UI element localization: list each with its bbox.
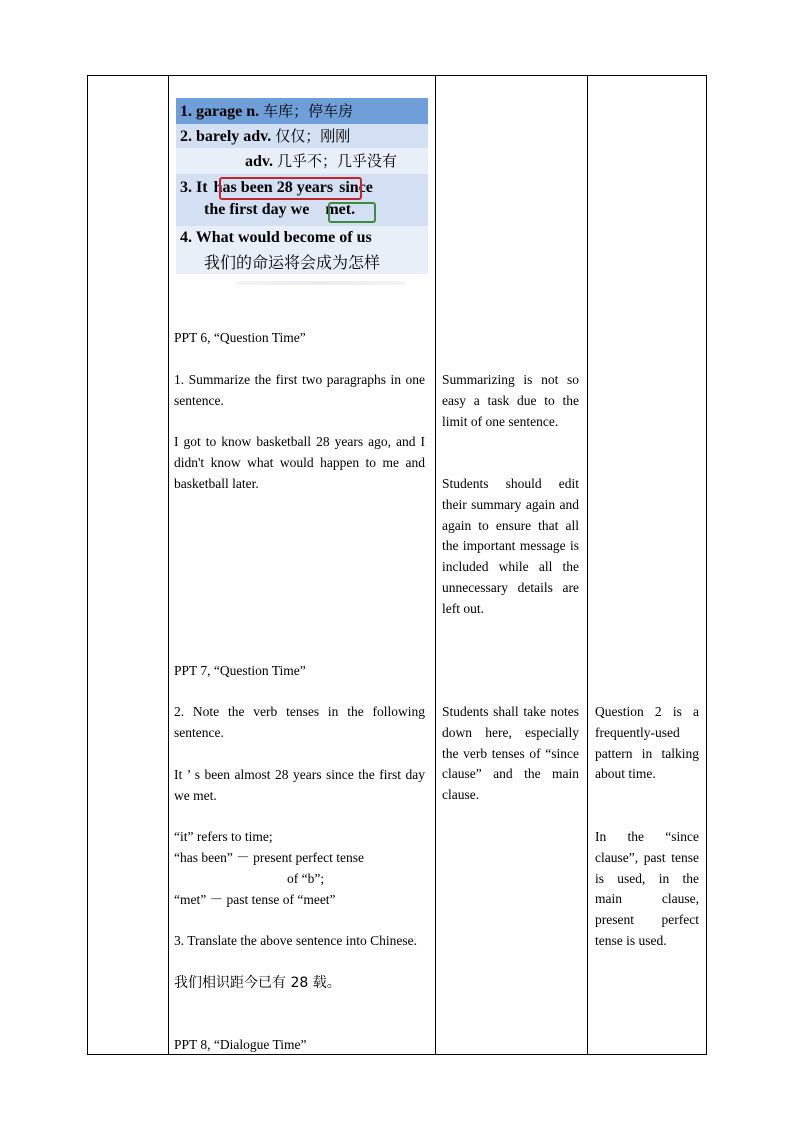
vocab-item-become: 4. What would become of us 我们的命运将会成为怎样 xyxy=(176,226,428,274)
question-3: 3. Translate the above sentence into Chinese. xyxy=(174,933,417,948)
answer-3: 我们相识距今已有 28 载。 xyxy=(174,975,341,991)
purpose-note-2: In the “since clause”, past tense is used, in the main clause, present perfect tense is used. xyxy=(595,829,699,948)
purpose-column xyxy=(587,76,708,1054)
notes-instruction: Students shall take notes down here, especially the verb tenses of “since clause” and the main clause. xyxy=(442,704,579,803)
summary-note: Summarizing is not so easy a task due to the limit of one sentence. xyxy=(442,372,579,429)
faded-text-strip xyxy=(236,281,406,285)
ppt6-heading: PPT 6, “Question Time” xyxy=(174,330,306,345)
note-it: “it” refers to time; xyxy=(174,829,273,844)
student-activity-column xyxy=(435,76,587,1054)
answer-1: I got to know basketball 28 years ago, and I didn't know what would happen to me and basketball later. xyxy=(174,434,425,491)
question-2: 2. Note the verb tenses in the following sentence. xyxy=(174,704,425,740)
vocab-item-sentence: 3. It has been 28 years since the first day we met. xyxy=(176,174,428,226)
note-met: “met” － past tense of “meet” xyxy=(174,892,336,907)
example-sentence: It ’ s been almost 28 years since the first day we met. xyxy=(174,767,425,803)
note-has-been: “has been” － present perfect tense xyxy=(174,850,365,865)
highlight-box-red xyxy=(219,177,362,200)
ppt7-heading: PPT 7, “Question Time” xyxy=(174,663,306,678)
lesson-plan-table xyxy=(87,75,707,1055)
vocab-item-garage: 1. garage n. 车库；停车房 xyxy=(176,98,428,124)
question-1: 1. Summarize the first two paragraphs in one sentence. xyxy=(174,372,425,408)
purpose-note-1: Question 2 is a frequently-used pattern in talking about time. xyxy=(595,704,699,782)
vocabulary-image xyxy=(176,98,428,280)
edit-note: Students should edit their summary again and again to ensure that all the important message is included while all the unnecessary details are left out. xyxy=(442,476,579,616)
note-has-been-cont: of “b”; xyxy=(287,871,325,886)
activity-column xyxy=(168,76,435,1054)
highlight-box-green xyxy=(328,202,376,223)
vocab-item-barely-2: adv. 几乎不；几乎没有 xyxy=(176,148,428,174)
ppt8-heading: PPT 8, “Dialogue Time” xyxy=(174,1037,307,1052)
vocab-item-barely: 2. barely adv. 仅仅；刚刚 xyxy=(176,124,428,148)
